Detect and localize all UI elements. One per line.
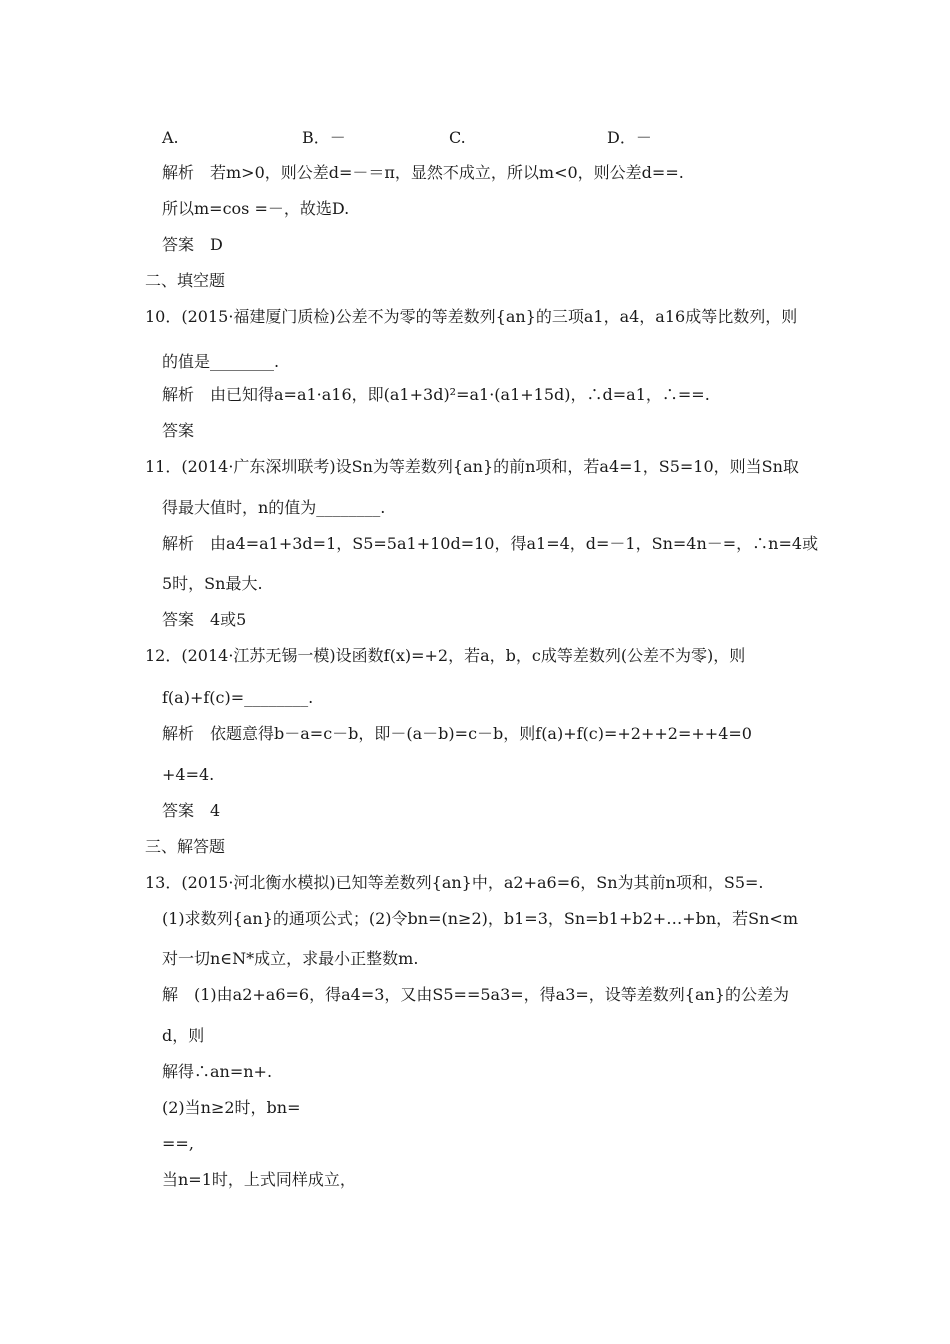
q13-solution-line-4: (2)当n≥2时，bn=	[162, 1098, 301, 1117]
choice-b: B．－	[302, 128, 346, 147]
q12-stem-line-2: f(a)+f(c)=________.	[162, 688, 314, 707]
q12-answer: 答案 4	[162, 801, 221, 820]
q9-analysis-line-1: 解析 若m>0，则公差d=－＝π，显然不成立，所以m<0，则公差d==.	[162, 163, 684, 182]
q11-stem-line-2: 得最大值时，n的值为________.	[162, 498, 386, 517]
q13-stem-line-2: (1)求数列{an}的通项公式；(2)令bn=(n≥2)，b1=3，Sn=b1+b2+…+bn，若Sn<m	[162, 909, 798, 928]
choice-c: C.	[449, 128, 466, 147]
q13-solution-line-6: 当n=1时，上式同样成立，	[162, 1170, 356, 1189]
q11-analysis-line-2: 5时，Sn最大.	[162, 574, 263, 593]
q12-analysis-line-2: +4=4.	[162, 765, 215, 784]
section-title-fill-in: 二、填空题	[145, 271, 226, 290]
choice-a: A.	[162, 128, 179, 147]
q12-stem-line-1: 12．(2014·江苏无锡一模)设函数f(x)=+2，若a，b，c成等差数列(公差不为零)，则	[145, 646, 746, 665]
q11-stem-line-1: 11．(2014·广东深圳联考)设Sn为等差数列{an}的前n项和，若a4=1，S5=10，则当Sn取	[145, 457, 799, 476]
q13-stem-line-1: 13．(2015·河北衡水模拟)已知等差数列{an}中，a2+a6=6，Sn为其前n项和，S5=.	[145, 873, 764, 892]
choice-d: D．－	[607, 128, 652, 147]
q10-stem-line-2: 的值是________.	[162, 352, 280, 371]
q13-solution-line-1: 解 (1)由a2+a6=6，得a4=3，又由S5==5a3=，得a3=，设等差数列{an}的公差为	[162, 985, 789, 1004]
q13-solution-line-3: 解得∴an=n+.	[162, 1062, 273, 1081]
q13-stem-line-3: 对一切n∈N*成立，求最小正整数m.	[162, 949, 419, 968]
q11-analysis-line-1: 解析 由a4=a1+3d=1，S5=5a1+10d=10，得a1=4，d=－1，Sn=4n－=，∴n=4或	[162, 534, 819, 553]
q11-answer: 答案 4或5	[162, 610, 247, 629]
q13-solution-line-5: ==,	[162, 1134, 194, 1153]
q10-stem-line-1: 10．(2015·福建厦门质检)公差不为零的等差数列{an}的三项a1，a4，a16成等比数列，则	[145, 307, 798, 326]
section-title-solve: 三、解答题	[145, 837, 226, 856]
q9-answer: 答案 D	[162, 235, 223, 254]
q12-analysis-line-1: 解析 依题意得b－a=c－b，即－(a－b)=c－b，则f(a)+f(c)=+2++2=++4=0	[162, 724, 752, 743]
q13-solution-line-2: d，则	[162, 1026, 205, 1045]
q9-analysis-line-2: 所以m=cos =－，故选D.	[162, 199, 350, 218]
q10-answer: 答案	[162, 421, 195, 440]
q10-analysis: 解析 由已知得a=a1·a16，即(a1+3d)²=a1·(a1+15d)，∴d=a1，∴==.	[162, 385, 710, 404]
